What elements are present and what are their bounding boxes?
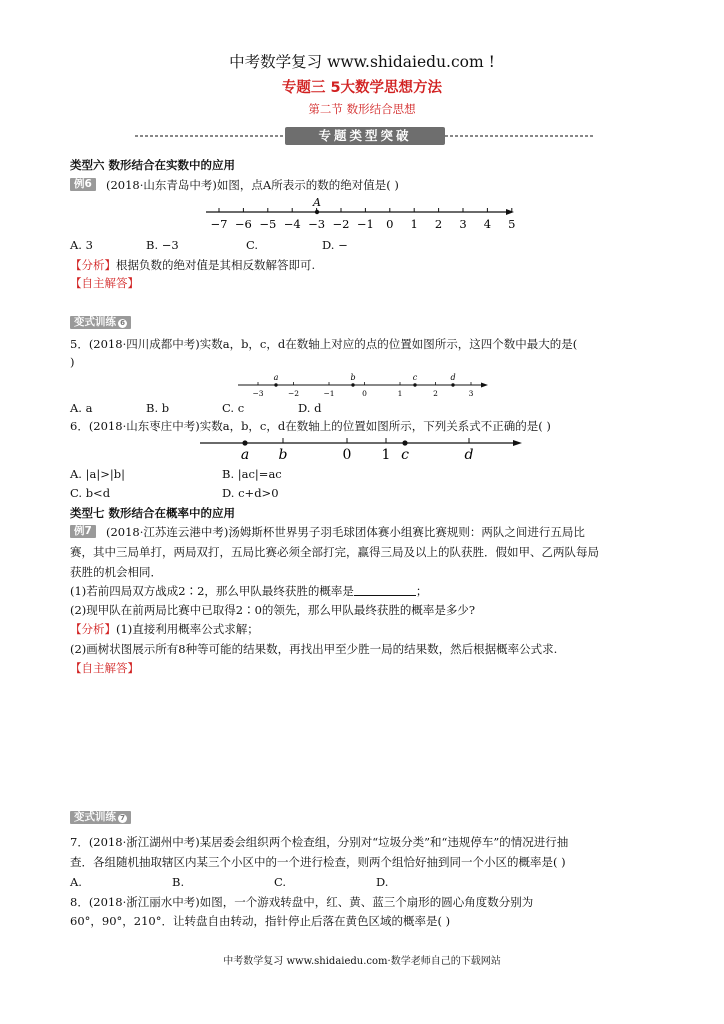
q5-option-b: B. b [146,401,170,415]
numberline-tick-label: 2 [434,217,443,231]
q6-label: b [278,447,288,463]
example7-q1-text: (1)若前四局双方战成2∶2，那么甲队最终获胜的概率是 [70,584,354,598]
numberline-tick-label: 5 [508,217,516,231]
q7-option-c: C. [274,875,287,889]
example6-analysis [70,258,315,272]
q8-line2: 60°，90°，210°．让转盘自由转动，指针停止后落在黄色区域的概率是( ) [70,914,451,928]
q6-point [402,440,407,445]
q6-numberline [196,434,526,464]
q5-line1: 5．(2018·四川成都中考)实数a，b，c，d在数轴上对应的点的位置如图所示，这四个数中最大的是( [70,337,578,351]
numberline-tick-label: −4 [283,217,301,231]
q5-tick-label: 0 [362,389,367,398]
numberline-tick-label: −2 [332,217,350,231]
practice2-tag-label: 变式训练 [74,811,116,823]
example7-line2: 赛，其中三局单打，两局双打，五局比赛必须全部打完，赢得三局及以上的队获胜．假如甲、乙两队每局 [70,545,599,559]
practice1-tag [70,316,131,329]
q6-arrow [513,440,522,446]
q7-line1: 7．(2018·浙江湖州中考)某居委会组织两个检查组，分别对“垃圾分类”和“违规停车”的情况进行抽 [70,835,569,849]
q6-label: c [401,447,409,463]
type7-heading: 类型七 数形结合在概率中的应用 [70,506,236,520]
section-banner [135,127,595,145]
q6-point [242,440,247,445]
example6-option-b: B. −3 [146,238,179,252]
answer-blank[interactable] [354,585,416,596]
q6-option-c: C. b<d [70,486,111,500]
numberline-tick-label: 3 [459,217,467,231]
numberline-tick-label: −6 [234,217,252,231]
page-title: 专题三 5大数学思想方法 [281,80,443,96]
analysis-text: 根据负数的绝对值是其相反数解答即可. [116,258,316,272]
q5-option-d: D. d [298,401,322,415]
numberline-tick-label: −3 [308,217,326,231]
q6-option-a: A. |a|>|b| [70,467,125,481]
analysis-text: (1)直接利用概率公式求解； [116,622,259,636]
numberline-tick-label: 1 [410,217,418,231]
example7-tag [70,525,96,538]
q5-point-label: a [273,373,279,382]
point-a-label: A [313,196,321,209]
q5-numberline [236,370,492,402]
q5-tick-label: 1 [397,389,403,398]
example7-analysis-2: (2)画树状图展示所有8种等可能的结果数，再找出甲至少胜一局的结果数，然后根据概率公式求. [70,642,558,656]
example6-text: (2018·山东青岛中考)如图，点A所表示的数的绝对值是( ) [106,178,399,192]
practice2-tag-icon: 7 [118,814,127,823]
example7-tag-label: 例7 [74,525,92,537]
example6-tag-label: 例6 [74,178,92,190]
q7-option-b: B. [172,875,185,889]
q8-line1: 8．(2018·浙江丽水中考)如图，一个游戏转盘中，红、黄、蓝三个扇形的圆心角度数分别为 [70,895,534,909]
q6-label: 0 [342,447,352,463]
numberline-tick-label: −1 [356,217,374,231]
example7-analysis-1 [70,622,259,636]
q6-line1: 6．(2018·山东枣庄中考)实数a，b，c，d在数轴上的位置如图所示，下列关系式不正确的是( ) [70,419,551,433]
q6-option-d: D. c+d>0 [222,486,279,500]
type6-heading: 类型六 数形结合在实数中的应用 [70,158,236,172]
q5-point-label: b [350,373,356,382]
example7-self-answer: 【自主解答】 [70,661,139,675]
q5-tick-label: 3 [468,389,474,398]
q5-point-a [274,383,277,386]
numberline-tick-label: 4 [483,217,492,231]
q7-option-d: D. [376,875,389,889]
q5-line2: ) [70,355,75,369]
banner-rule-left [135,135,285,137]
banner-rule-right [445,135,595,137]
practice1-tag-icon: 6 [118,319,127,328]
example6-tag [70,178,96,191]
numberline-tick-label: −7 [210,217,228,231]
banner-label: 专题类型突破 [285,127,445,145]
q7-option-a: A. [70,875,82,889]
q7-line2: 查．各组随机抽取辖区内某三个小区中的一个进行检查，则两个组恰好抽到同一个小区的概率是( ) [70,855,566,869]
example7-line3: 获胜的机会相同． [70,565,162,579]
analysis-label: 【分析】 [70,258,116,272]
example7-q2: (2)现甲队在前两局比赛中已取得2∶0的领先，那么甲队最终获胜的概率是多少? [70,603,476,617]
example7-q1-end: ； [415,584,428,598]
q5-point-label: d [450,373,456,382]
q5-point-d [451,383,454,386]
numberline-tick-label: 0 [386,217,394,231]
q5-point-label: c [412,373,418,382]
analysis-label: 【分析】 [70,622,116,636]
q5-option-c: C. c [222,401,245,415]
page-footer: 中考数学复习 www.shidaiedu.com·数学老师自己的下载网站 [223,956,501,967]
q5-tick-label: −3 [252,389,264,398]
q6-label: 1 [381,447,391,463]
example6-option-c: C. [246,238,259,252]
example6-option-a: A. 3 [70,238,93,252]
example7-q1 [70,584,427,598]
q5-point-b [351,383,354,386]
q5-point-c [413,383,416,386]
q6-label: a [240,447,250,463]
q5-tick-label: −1 [323,389,335,398]
q5-arrow [481,383,488,388]
numberline-tick-label: −5 [259,217,277,231]
q6-label: d [464,447,474,463]
example6-self-answer: 【自主解答】 [70,276,139,290]
example6-numberline [200,194,520,234]
q5-tick-label: −2 [287,389,300,398]
practice2-tag [70,811,131,824]
q5-option-a: A. a [70,401,93,415]
practice1-tag-label: 变式训练 [74,316,116,328]
numberline-arrow [506,209,514,215]
point-a-dot [315,210,319,214]
example6-option-d: D. − [322,238,348,252]
site-line: 中考数学复习 www.shidaiedu.com ! [229,53,495,71]
q6-option-b: B. |ac|=ac [222,467,282,481]
page-subtitle: 第二节 数形结合思想 [308,102,416,116]
q5-tick-label: 2 [433,389,438,398]
example7-line1: (2018·江苏连云港中考)汤姆斯杯世界男子羽毛球团体赛小组赛比赛规则：两队之间进行五局比 [106,525,585,539]
